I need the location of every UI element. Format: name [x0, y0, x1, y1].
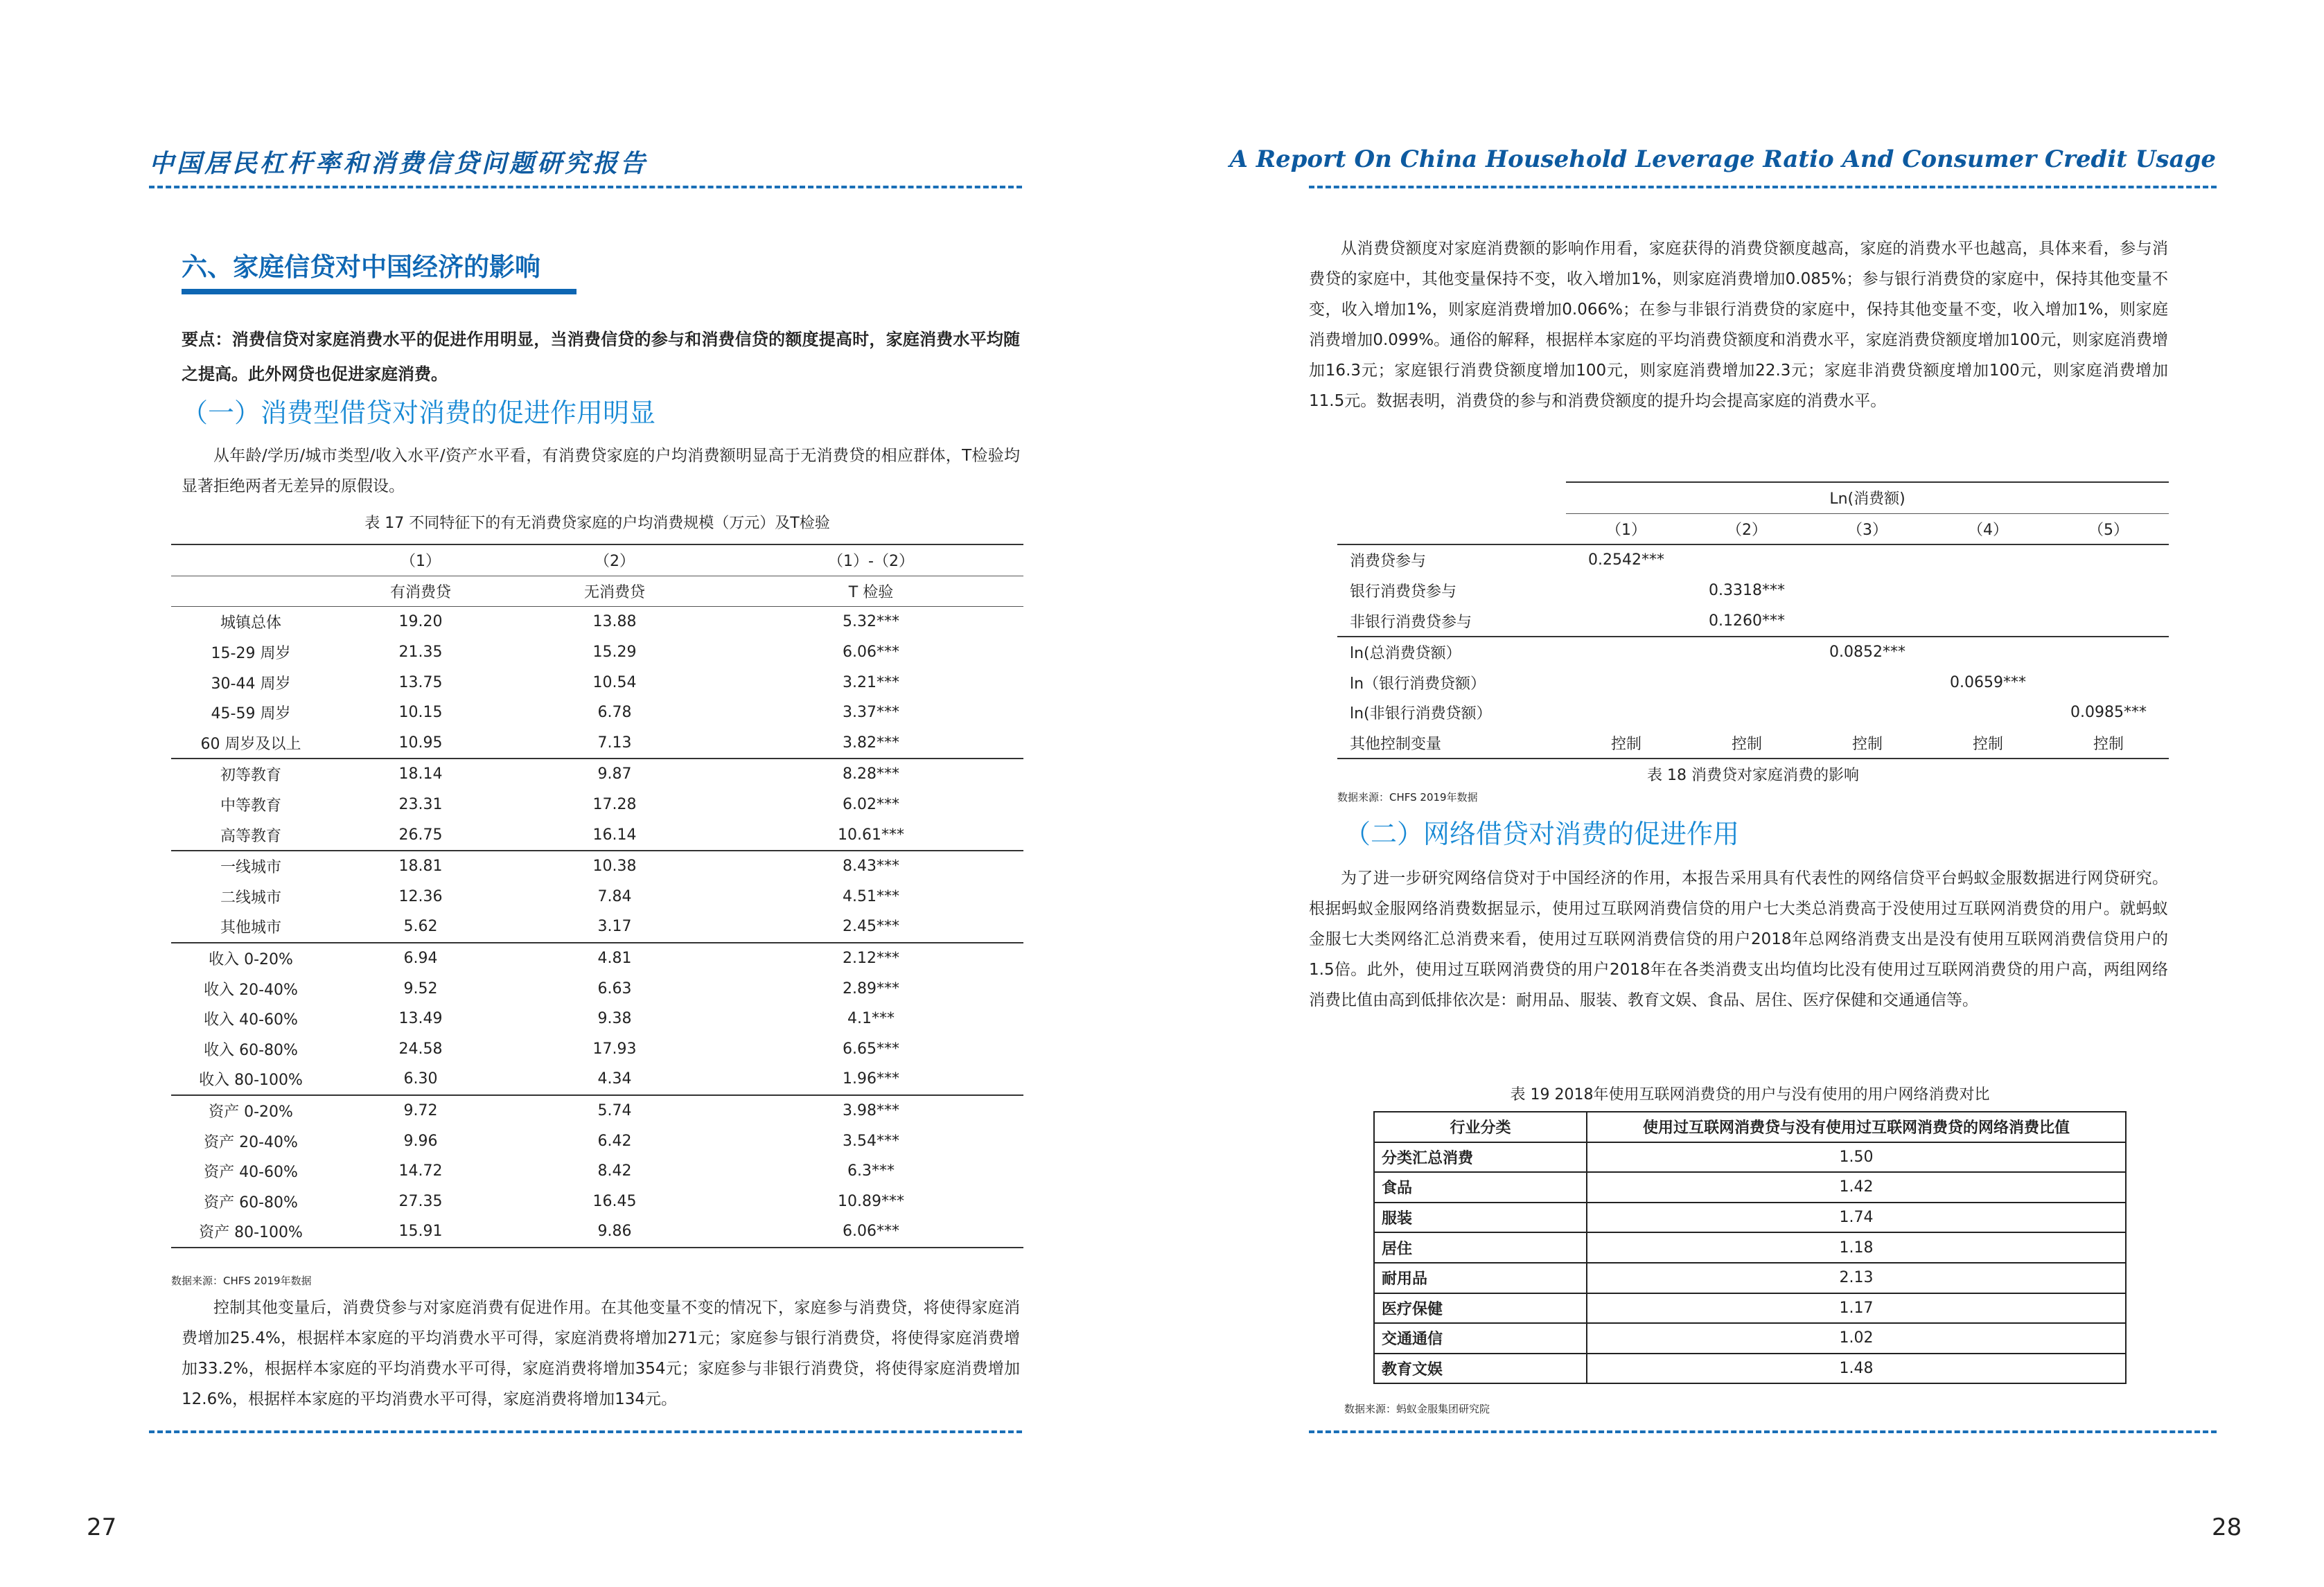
table17-cell: 23.31: [398, 796, 443, 814]
table19-header-cell: 使用过互联网消费贷与没有使用过互联网消费贷的网络消费比值: [1587, 1112, 2126, 1142]
table19-source: 数据来源：蚂蚁金服集团研究院: [1344, 1403, 1490, 1415]
table18-cell: 0.0852***: [1807, 637, 1928, 668]
table18-cell: [1807, 605, 1928, 637]
table17-row-label: 资产 0-20%: [171, 1095, 331, 1126]
header-left-title: 中国居民杠杆率和消费信贷问题研究报告: [149, 149, 649, 178]
table18-header-row: [1337, 513, 2169, 544]
table17-cell: 18.81: [331, 851, 511, 882]
table17-row: [171, 973, 1023, 1004]
table17-cell: 14.72: [398, 1162, 443, 1180]
table19-row: [1374, 1172, 2126, 1203]
section-title: 六、家庭信贷对中国经济的影响: [182, 246, 576, 294]
subsection-title-2: （二）网络借贷对消费的促进作用: [1344, 819, 1740, 849]
table17-row: [171, 1216, 1023, 1248]
table19-category: 医疗保健: [1374, 1293, 1587, 1324]
table17-row: [171, 943, 1023, 974]
table17-cell: 2.12***: [719, 943, 1023, 974]
table18-cell: [1566, 698, 1687, 728]
table17-header-cell: （1）-（2）: [719, 544, 1023, 576]
table18-cell: [1928, 576, 2048, 606]
footer-divider: [1309, 1430, 2217, 1433]
table17-cell: 10.15: [398, 704, 443, 722]
table18-cell: [1807, 544, 1928, 576]
table17-cell: 6.02***: [843, 796, 899, 814]
table17-cell: 4.81: [511, 943, 719, 974]
table18-dep-var: Ln(消费额): [1566, 482, 2169, 513]
table17-cell: 15.29: [592, 644, 637, 662]
table17-header-cell: 无消费贷: [511, 576, 719, 607]
table17-row: [171, 851, 1023, 882]
table17-cell: 18.14: [331, 759, 511, 790]
table17-cell: 16.14: [592, 826, 637, 844]
table17-cell: 2.89***: [843, 979, 899, 998]
table17-cell: 9.72: [331, 1095, 511, 1126]
table17-cell: 3.17: [597, 918, 632, 936]
table17-row: [171, 790, 1023, 820]
table18-cell: [1566, 576, 1687, 606]
table17-cell: 3.98***: [719, 1095, 1023, 1126]
table18-cell: [2048, 576, 2169, 606]
table18-col-header: （4）: [1928, 513, 2048, 544]
table18-cell: 控制: [1687, 728, 1807, 759]
table18-cell: 控制: [1807, 728, 1928, 759]
intro-paragraph: 从年龄/学历/城市类型/收入水平/资产水平看，有消费贷家庭的户均消费额明显高于无消费贷的相应群体，T检验均显著拒绝两者无差异的原假设。: [182, 447, 1020, 495]
table17-cell: 9.38: [597, 1010, 632, 1028]
table18-blank: [1337, 482, 1566, 513]
table18-cell: 0.0659***: [1950, 673, 2026, 691]
table17-cell: 9.52: [403, 979, 438, 998]
table17-caption: 表 17 不同特征下的有无消费贷家庭的户均消费规模（万元）及T检验: [364, 515, 830, 532]
table18-cell: 0.0985***: [2070, 704, 2147, 722]
table17-cell: 10.95: [398, 734, 443, 752]
table18-cell: [1928, 637, 2048, 668]
table18-cell: [1928, 698, 2048, 728]
page-number-left: 27: [87, 1514, 117, 1541]
table17-cell: 8.28***: [719, 759, 1023, 790]
table18-caption: 表 18 消费贷对家庭消费的影响: [1647, 767, 1859, 784]
table19: [1373, 1111, 2127, 1384]
table17-cell: 6.30: [403, 1070, 438, 1088]
table19-row: [1374, 1263, 2126, 1293]
table18-cell: [1928, 605, 2048, 637]
table18-col-header: （3）: [1807, 513, 1928, 544]
table17-row: [171, 759, 1023, 790]
table17-source: 数据来源：CHFS 2019年数据: [171, 1275, 312, 1287]
table19-row: [1374, 1232, 2126, 1263]
header-right-title: A Report On China Household Leverage Ratio And Consumer Credit Usage: [1229, 145, 2216, 173]
footer-divider: [149, 1430, 1022, 1433]
table17-cell: 3.21***: [843, 673, 899, 691]
table17-cell: 13.88: [592, 613, 637, 631]
table19-header-cell: 行业分类: [1374, 1112, 1587, 1142]
table17-cell: 3.82***: [843, 734, 899, 752]
table17-cell: 4.34: [597, 1070, 632, 1088]
table17-cell: 10.89***: [838, 1192, 904, 1210]
table19-category: 居住: [1374, 1232, 1587, 1263]
table17-cell: 5.74: [511, 1095, 719, 1126]
table18-row-label: 消费贷参与: [1337, 544, 1566, 576]
table17-row: [171, 1156, 1023, 1187]
table17-cell: 9.96: [403, 1132, 438, 1150]
table17-row-label: 城镇总体: [220, 614, 281, 632]
table17-header-cell: [171, 544, 331, 576]
table19-category: 食品: [1374, 1172, 1587, 1203]
table19-header-row: [1374, 1112, 2126, 1142]
table17-cell: 21.35: [398, 644, 443, 662]
table18-cell: 控制: [2048, 728, 2169, 759]
table18-cell: [1807, 576, 1928, 606]
table17-header-row: [171, 576, 1023, 607]
table18-cell: [1807, 668, 1928, 698]
table17-cell: 13.75: [398, 673, 443, 691]
table17-cell: 12.36: [398, 887, 443, 905]
table18-cell: 控制: [1928, 728, 2048, 759]
table18-blank: [1337, 513, 1566, 544]
table17-row-label: 一线城市: [171, 851, 331, 882]
table17-cell: 2.45***: [843, 918, 899, 936]
table17-row-label: 30-44 周岁: [211, 675, 291, 693]
table18-cell: [2048, 544, 2169, 576]
table19-category: 分类汇总消费: [1374, 1142, 1587, 1173]
table18-row-label: ln(非银行消费贷额）: [1350, 705, 1492, 723]
table17-cell: 5.32***: [843, 613, 899, 631]
table18-depvar-row: [1337, 482, 2169, 513]
table17-cell: 7.84: [597, 887, 632, 905]
table17-cell: 13.49: [398, 1010, 443, 1028]
table18-row-label: ln(总消费贷额）: [1337, 637, 1566, 668]
table18-cell: [2048, 605, 2169, 637]
key-points: 要点：消费信贷对家庭消费水平的促进作用明显，当消费信贷的参与和消费信贷的额度提高时，家庭消费水平均随之提高。此外网贷也促进家庭消费。: [182, 330, 1020, 384]
table17-cell: 8.42: [597, 1162, 632, 1180]
table18-col-header: （1）: [1566, 513, 1687, 544]
table17-row: [171, 1095, 1023, 1126]
table19-ratio: 1.48: [1587, 1354, 2126, 1384]
table18-source: 数据来源：CHFS 2019年数据: [1337, 791, 1478, 804]
closing-paragraph: 控制其他变量后，消费贷参与对家庭消费有促进作用。在其他变量不变的情况下，家庭参与消费贷，将使得家庭消费增加25.4%，根据样本家庭的平均消费水平可得，家庭消费将增加271元；家庭参与银行消费贷，将使得家庭消费增加33.2%，根据样本家庭的平均消费水平可得，家庭消费将增加354元；家庭参与非银行消费贷，将使得家庭消费增加12.6%，根据样本家庭的平均消费水平可得，家庭消费将增加134元。: [182, 1299, 1020, 1408]
table17-row-label: 资产 60-80%: [204, 1194, 298, 1212]
table18-col-header: （5）: [2048, 513, 2169, 544]
table18-row: [1337, 637, 2169, 668]
table17-cell: 16.45: [592, 1192, 637, 1210]
table19-ratio: 1.18: [1587, 1232, 2126, 1263]
table17-cell: 10.38: [511, 851, 719, 882]
table19-row: [1374, 1354, 2126, 1384]
table17-cell: 27.35: [398, 1192, 443, 1210]
table17-cell: 10.54: [592, 673, 637, 691]
table18-cell: [1928, 544, 2048, 576]
table19-row: [1374, 1203, 2126, 1233]
table18-cell: 0.2542***: [1566, 544, 1687, 576]
table17-row-label: 收入 60-80%: [204, 1041, 298, 1059]
table17-cell: 3.54***: [843, 1132, 899, 1150]
table17-cell: 17.93: [592, 1040, 637, 1058]
table17-row: [171, 698, 1023, 728]
table18: [1337, 481, 2169, 759]
table19-ratio: 1.74: [1587, 1203, 2126, 1233]
table17-row-label: 60 周岁及以上: [200, 735, 301, 753]
table17-cell: 6.3***: [847, 1162, 895, 1180]
table19-category: 耐用品: [1374, 1263, 1587, 1293]
page-number-right: 28: [2212, 1514, 2242, 1541]
table17-row: [171, 728, 1023, 759]
table18-row-label: 其他控制变量: [1337, 728, 1566, 759]
table19-ratio: 2.13: [1587, 1263, 2126, 1293]
table17: [171, 544, 1023, 1248]
table19-category: 服装: [1374, 1203, 1587, 1233]
table18-cell: 0.3318***: [1709, 582, 1785, 600]
table17-cell: 24.58: [398, 1040, 443, 1058]
table17-row: [171, 607, 1023, 637]
table19-row: [1374, 1293, 2126, 1324]
table17-cell: 5.62: [403, 918, 438, 936]
table19-ratio: 1.02: [1587, 1323, 2126, 1354]
table18-row: [1337, 668, 2169, 698]
table19-category: 交通通信: [1374, 1323, 1587, 1354]
table18-cell: [2048, 637, 2169, 668]
table17-cell: 6.78: [597, 704, 632, 722]
table17-cell: 6.63: [597, 979, 632, 998]
table17-row-label: 收入 0-20%: [171, 943, 331, 974]
table18-cell: [1566, 605, 1687, 637]
table17-row-label: 45-59 周岁: [211, 705, 291, 723]
top-paragraph: 从消费贷额度对家庭消费额的影响作用看，家庭获得的消费贷额度越高，家庭的消费水平也越高，具体来看，参与消费贷的家庭中，其他变量保持不变，收入增加1%，则家庭消费增加0.085%；参与银行消费贷的家庭中，保持其他变量不变，收入增加1%，则家庭消费增加0.066%；在参与非银行消费贷的家庭中，保持其他变量不变，收入增加1%，则家庭消费增加0.099%。通俗的解释，根据样本家庭的平均消费贷额度和消费水平，家庭消费贷额度增加100元，则家庭消费增加16.3元；家庭银行消费贷额度增加100元，则家庭消费增加22.3元；家庭非消费贷额度增加100元，则家庭消费增加11.5元。数据表明，消费贷的参与和消费贷额度的提升均会提高家庭的消费水平。: [1309, 240, 2168, 410]
table18-cell: [1566, 668, 1687, 698]
table17-cell: 1.96***: [843, 1070, 899, 1088]
table17-row: [171, 1126, 1023, 1156]
table17-cell: 6.06***: [843, 644, 899, 662]
table17-row-label: 初等教育: [171, 759, 331, 790]
table17-row-label: 收入 80-100%: [199, 1072, 303, 1090]
table17-cell: 17.28: [592, 796, 637, 814]
table18-row-label: 非银行消费贷参与: [1350, 613, 1472, 631]
table18-row: [1337, 605, 2169, 637]
subsection-title-1: （一）消费型借贷对消费的促进作用明显: [182, 398, 656, 428]
header-divider: [149, 186, 1022, 188]
table17-header-cell: （1）: [331, 544, 511, 576]
table17-cell: 4.1***: [847, 1010, 895, 1028]
table17-row-label: 其他城市: [220, 919, 281, 937]
table17-cell: 19.20: [398, 613, 443, 631]
table17-header-cell: 有消费贷: [331, 576, 511, 607]
table18-cell: [2048, 668, 2169, 698]
table17-row-label: 收入 20-40%: [204, 981, 298, 999]
table17-row: [171, 637, 1023, 668]
table17-cell: 26.75: [398, 826, 443, 844]
table17-row-label: 资产 40-60%: [204, 1164, 298, 1182]
table17-cell: 6.94: [331, 943, 511, 974]
table17-row-label: 高等教育: [220, 827, 281, 845]
table17-cell: 7.13: [597, 734, 632, 752]
table17-row: [171, 1004, 1023, 1034]
table17-row-label: 中等教育: [220, 797, 281, 815]
table17-row: [171, 1186, 1023, 1216]
table18-row: [1337, 576, 2169, 606]
table17-cell: 3.37***: [843, 704, 899, 722]
header-divider: [1309, 186, 2217, 188]
table19-ratio: 1.50: [1587, 1142, 2126, 1173]
table17-cell: 6.42: [597, 1132, 632, 1150]
table17-row-label: 资产 20-40%: [204, 1133, 298, 1151]
table18-row-label: ln（银行消费贷额）: [1350, 675, 1486, 693]
table19-ratio: 1.42: [1587, 1172, 2126, 1203]
table17-cell: 15.91: [331, 1216, 511, 1248]
table17-row-label: 资产 80-100%: [171, 1216, 331, 1248]
table17-header-cell: [171, 576, 331, 607]
table18-col-header: （2）: [1687, 513, 1807, 544]
table17-cell: 9.87: [511, 759, 719, 790]
table18-cell: [1687, 698, 1807, 728]
table17-row: [171, 667, 1023, 698]
table19-ratio: 1.17: [1587, 1293, 2126, 1324]
table18-cell: 控制: [1566, 728, 1687, 759]
table19-row: [1374, 1142, 2126, 1173]
table18-cell: [1687, 668, 1807, 698]
table17-row: [171, 1064, 1023, 1095]
table17-cell: 4.51***: [843, 887, 899, 905]
table18-row: [1337, 728, 2169, 759]
table19-caption: 表 19 2018年使用互联网消费贷的用户与没有使用的用户网络消费对比: [1510, 1086, 1990, 1103]
net-paragraph: 为了进一步研究网络信贷对于中国经济的作用，本报告采用具有代表性的网络信贷平台蚂蚁金服数据进行网贷研究。根据蚂蚁金服网络消费数据显示，使用过互联网消费信贷的用户七大类总消费高于没使用过互联网消费贷的用户。就蚂蚁金服七大类网络汇总消费来看，使用过互联网消费信贷的用户2018年总网络消费支出是没有使用互联网消费信贷用户的1.5倍。此外，使用过互联网消费贷的用户2018年在各类消费支出均值均比没有使用过互联网消费贷的用户高，两组网络消费比值由高到低排依次是：耐用品、服装、教育文娱、食品、居住、医疗保健和交通通信等。: [1309, 869, 2168, 1009]
table17-cell: 10.61***: [838, 826, 904, 844]
table18-cell: [1566, 637, 1687, 668]
table19-row: [1374, 1323, 2126, 1354]
table17-cell: 6.65***: [843, 1040, 899, 1058]
table19-category: 教育文娱: [1374, 1354, 1587, 1384]
table17-header-row: [171, 544, 1023, 576]
table17-row: [171, 1034, 1023, 1065]
table17-row: [171, 819, 1023, 851]
table18-cell: [1687, 637, 1807, 668]
table18-row-label: 银行消费贷参与: [1350, 583, 1457, 601]
table17-header-cell: T 检验: [719, 576, 1023, 607]
table18-cell: [1807, 698, 1928, 728]
table17-row-label: 15-29 周岁: [211, 645, 291, 663]
table17-row: [171, 882, 1023, 912]
table18-row: [1337, 544, 2169, 576]
table18-cell: [1687, 544, 1807, 576]
table17-row-label: 收入 40-60%: [204, 1011, 298, 1029]
table17-header-cell: （2）: [511, 544, 719, 576]
table17-row: [171, 912, 1023, 943]
table17-cell: 6.06***: [719, 1216, 1023, 1248]
table17-cell: 8.43***: [719, 851, 1023, 882]
table18-row: [1337, 698, 2169, 728]
table18-cell: 0.1260***: [1709, 612, 1785, 630]
table17-cell: 9.86: [511, 1216, 719, 1248]
table17-row-label: 二线城市: [220, 889, 281, 907]
